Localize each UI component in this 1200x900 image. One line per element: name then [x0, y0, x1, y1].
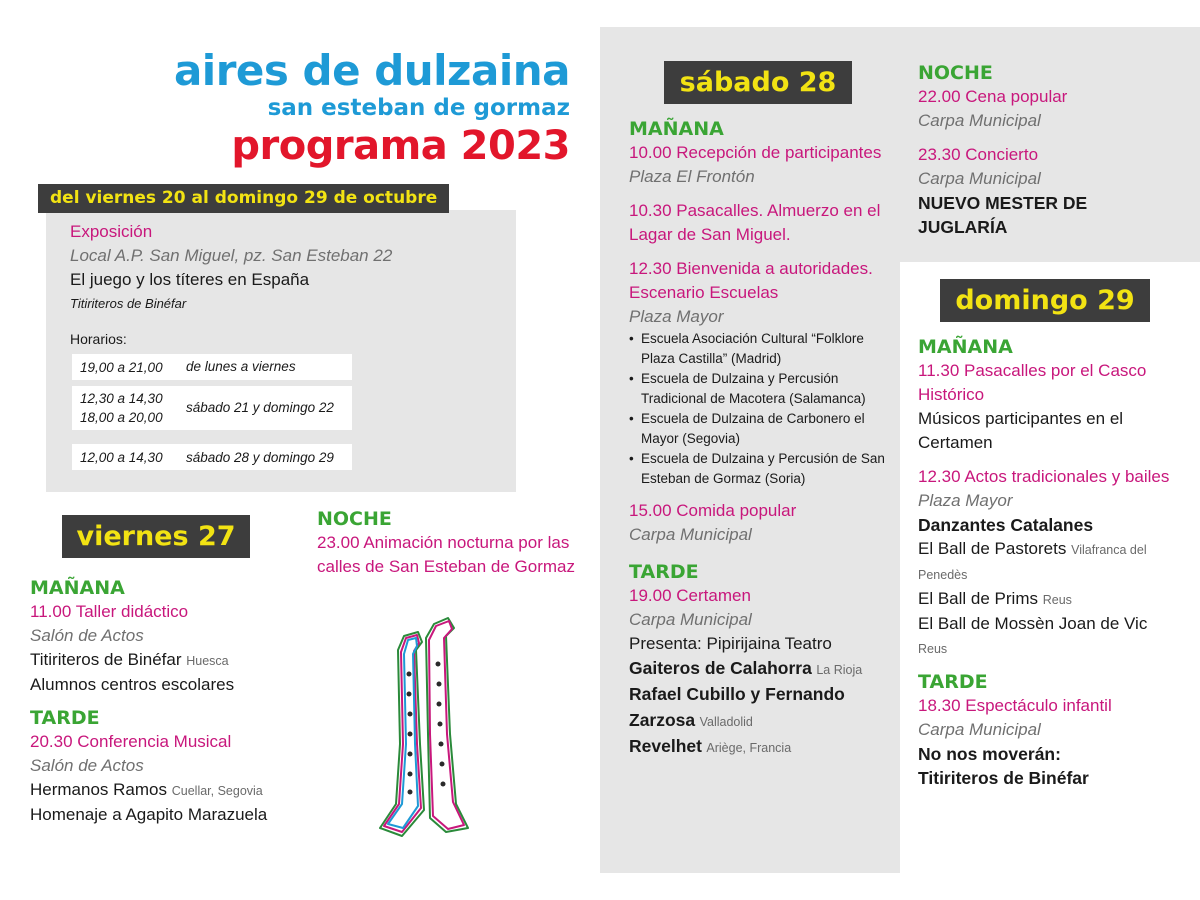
participant [629, 682, 894, 734]
event-place: Salón de Actos [30, 625, 144, 645]
hours-row-1 [72, 354, 352, 380]
event-place: Plaza El Frontón [629, 166, 755, 186]
participant: Homenaje a Agapito Marazuela [30, 804, 268, 824]
dance-location: Reus [1042, 592, 1072, 607]
school-list [629, 329, 894, 489]
event-title: 18.30 Espectáculo infantil [918, 695, 1112, 715]
hours-label: Horarios: [70, 331, 127, 347]
event-presenter: Presenta: Pipirijaina Teatro [629, 633, 832, 653]
exhibition-title: El juego y los títeres en España [70, 270, 310, 289]
participant-name: Hermanos Ramos [30, 779, 167, 799]
dance-location: Vilafranca del Penedès [918, 542, 1147, 582]
event-title: 23.30 Concierto [918, 144, 1039, 164]
sabado-column [629, 118, 894, 760]
event-place: Carpa Municipal [918, 719, 1041, 739]
list-item: • Escuela de Dulzaina y Percusión de San Esteban de Gormaz (Soria) [629, 449, 894, 489]
event-title: 19.00 Certamen [629, 585, 751, 605]
hours-days: sábado 21 y domingo 22 [186, 400, 334, 415]
date-range-banner: del viernes 20 al domingo 29 de octubre [38, 184, 449, 213]
event-title: 10.30 Pasacalles. Almuerzo en el Lagar de San Miguel. [629, 200, 881, 244]
section-tarde: TARDE [918, 670, 988, 693]
show-name: No nos moverán: Titiriteros de Binéfar [918, 743, 1089, 788]
event-place: Carpa Municipal [918, 110, 1041, 130]
section-manana: MAÑANA [629, 118, 724, 140]
participant-location: Cuellar, Segovia [171, 783, 263, 798]
dance-item [918, 537, 1180, 587]
exhibition-info [70, 220, 500, 316]
domingo-column [918, 336, 1180, 790]
participant-location: Huesca [186, 653, 229, 668]
event-title: 12.30 Bienvenida a autoridades. Escenario Escuelas [629, 258, 873, 302]
participant [30, 778, 320, 803]
section-tarde: TARDE [629, 560, 699, 583]
participant-location: Ariège, Francia [706, 740, 792, 755]
list-item: • Escuela de Dulzaina de Carbonero el Mayor (Segovia) [629, 409, 894, 449]
participant-location: Valladolid [699, 714, 753, 729]
group-name: Danzantes Catalanes [918, 514, 1094, 535]
hours-row-3 [72, 444, 352, 470]
day-header-sabado: sábado 28 [664, 61, 852, 104]
participant-name: Gaiteros de Calahorra [629, 657, 812, 678]
dance-item [918, 587, 1180, 612]
hours-row-2 [72, 386, 352, 430]
event-title: 11.30 Pasacalles por el Casco Histórico [918, 360, 1147, 404]
section-manana: MAÑANA [918, 336, 1013, 358]
section-noche: NOCHE [918, 62, 993, 84]
event-title: 23.00 Animación nocturna por las calles de San Esteban de Gormaz [317, 532, 575, 576]
hours-time: 12,30 a 14,30 [80, 391, 163, 406]
programa-title: programa 2023 [231, 123, 570, 169]
participant-location: La Rioja [816, 662, 863, 677]
festival-title: aires de dulzaina [173, 46, 570, 95]
section-noche: NOCHE [317, 508, 392, 530]
participant-name: Rafael Cubillo y Fernando Zarzosa [629, 683, 845, 730]
event-place: Carpa Municipal [629, 609, 752, 629]
sabado-noche [918, 62, 1180, 239]
event-title: 15.00 Comida popular [629, 500, 797, 520]
viernes-column [30, 577, 320, 827]
section-tarde: TARDE [30, 706, 100, 729]
festival-subtitle: san esteban de gormaz [267, 95, 570, 121]
exhibition-place: Local A.P. San Miguel, pz. San Esteban 22 [70, 246, 393, 265]
concert-band: NUEVO MESTER DE JUGLARÍA [918, 192, 1088, 237]
exhibition-label: Exposición [70, 222, 153, 241]
dulzaina-icon [372, 614, 492, 844]
event-title: 11.00 Taller didáctico [30, 601, 189, 621]
dance-name: El Ball de Prims [918, 588, 1038, 608]
day-header-domingo: domingo 29 [940, 279, 1150, 322]
dance-name: El Ball de Mossèn Joan de Vic [918, 613, 1148, 633]
event-title: 22.00 Cena popular [918, 86, 1068, 106]
dance-name: El Ball de Pastorets [918, 538, 1067, 558]
exhibition-author: Titiriteros de Binéfar [70, 296, 187, 311]
list-item: • Escuela Asociación Cultural “Folklore Plaza Castilla” (Madrid) [629, 329, 894, 369]
hours-time: 19,00 a 21,00 [80, 360, 163, 375]
participant-name: Revelhet [629, 735, 702, 756]
section-manana: MAÑANA [30, 577, 125, 599]
event-place: Carpa Municipal [918, 168, 1041, 188]
hours-days: de lunes a viernes [186, 359, 296, 374]
participant: Alumnos centros escolares [30, 674, 235, 694]
list-item: • Escuela de Dulzaina y Percusión Tradicional de Macotera (Salamanca) [629, 369, 894, 409]
hours-time-2: 18,00 a 20,00 [80, 410, 163, 425]
event-title: 20.30 Conferencia Musical [30, 731, 232, 751]
event-title: 10.00 Recepción de participantes [629, 142, 882, 162]
dance-location: Reus [918, 641, 948, 656]
dance-item [918, 612, 1180, 661]
hours-time: 12,00 a 14,30 [80, 450, 163, 465]
event-place: Plaza Mayor [918, 490, 1013, 510]
participant-name: Titiriteros de Binéfar [30, 649, 182, 669]
participant [629, 734, 894, 760]
viernes-noche [317, 508, 579, 579]
event-title: 12.30 Actos tradicionales y bailes [918, 466, 1170, 486]
event-description: Músicos participantes en el Certamen [918, 408, 1124, 452]
day-header-viernes: viernes 27 [62, 515, 250, 558]
event-place: Salón de Actos [30, 755, 144, 775]
participant [30, 648, 320, 673]
event-place: Plaza Mayor [629, 306, 724, 326]
hours-days: sábado 28 y domingo 29 [186, 450, 334, 465]
participant [629, 656, 894, 682]
event-place: Carpa Municipal [629, 524, 752, 544]
